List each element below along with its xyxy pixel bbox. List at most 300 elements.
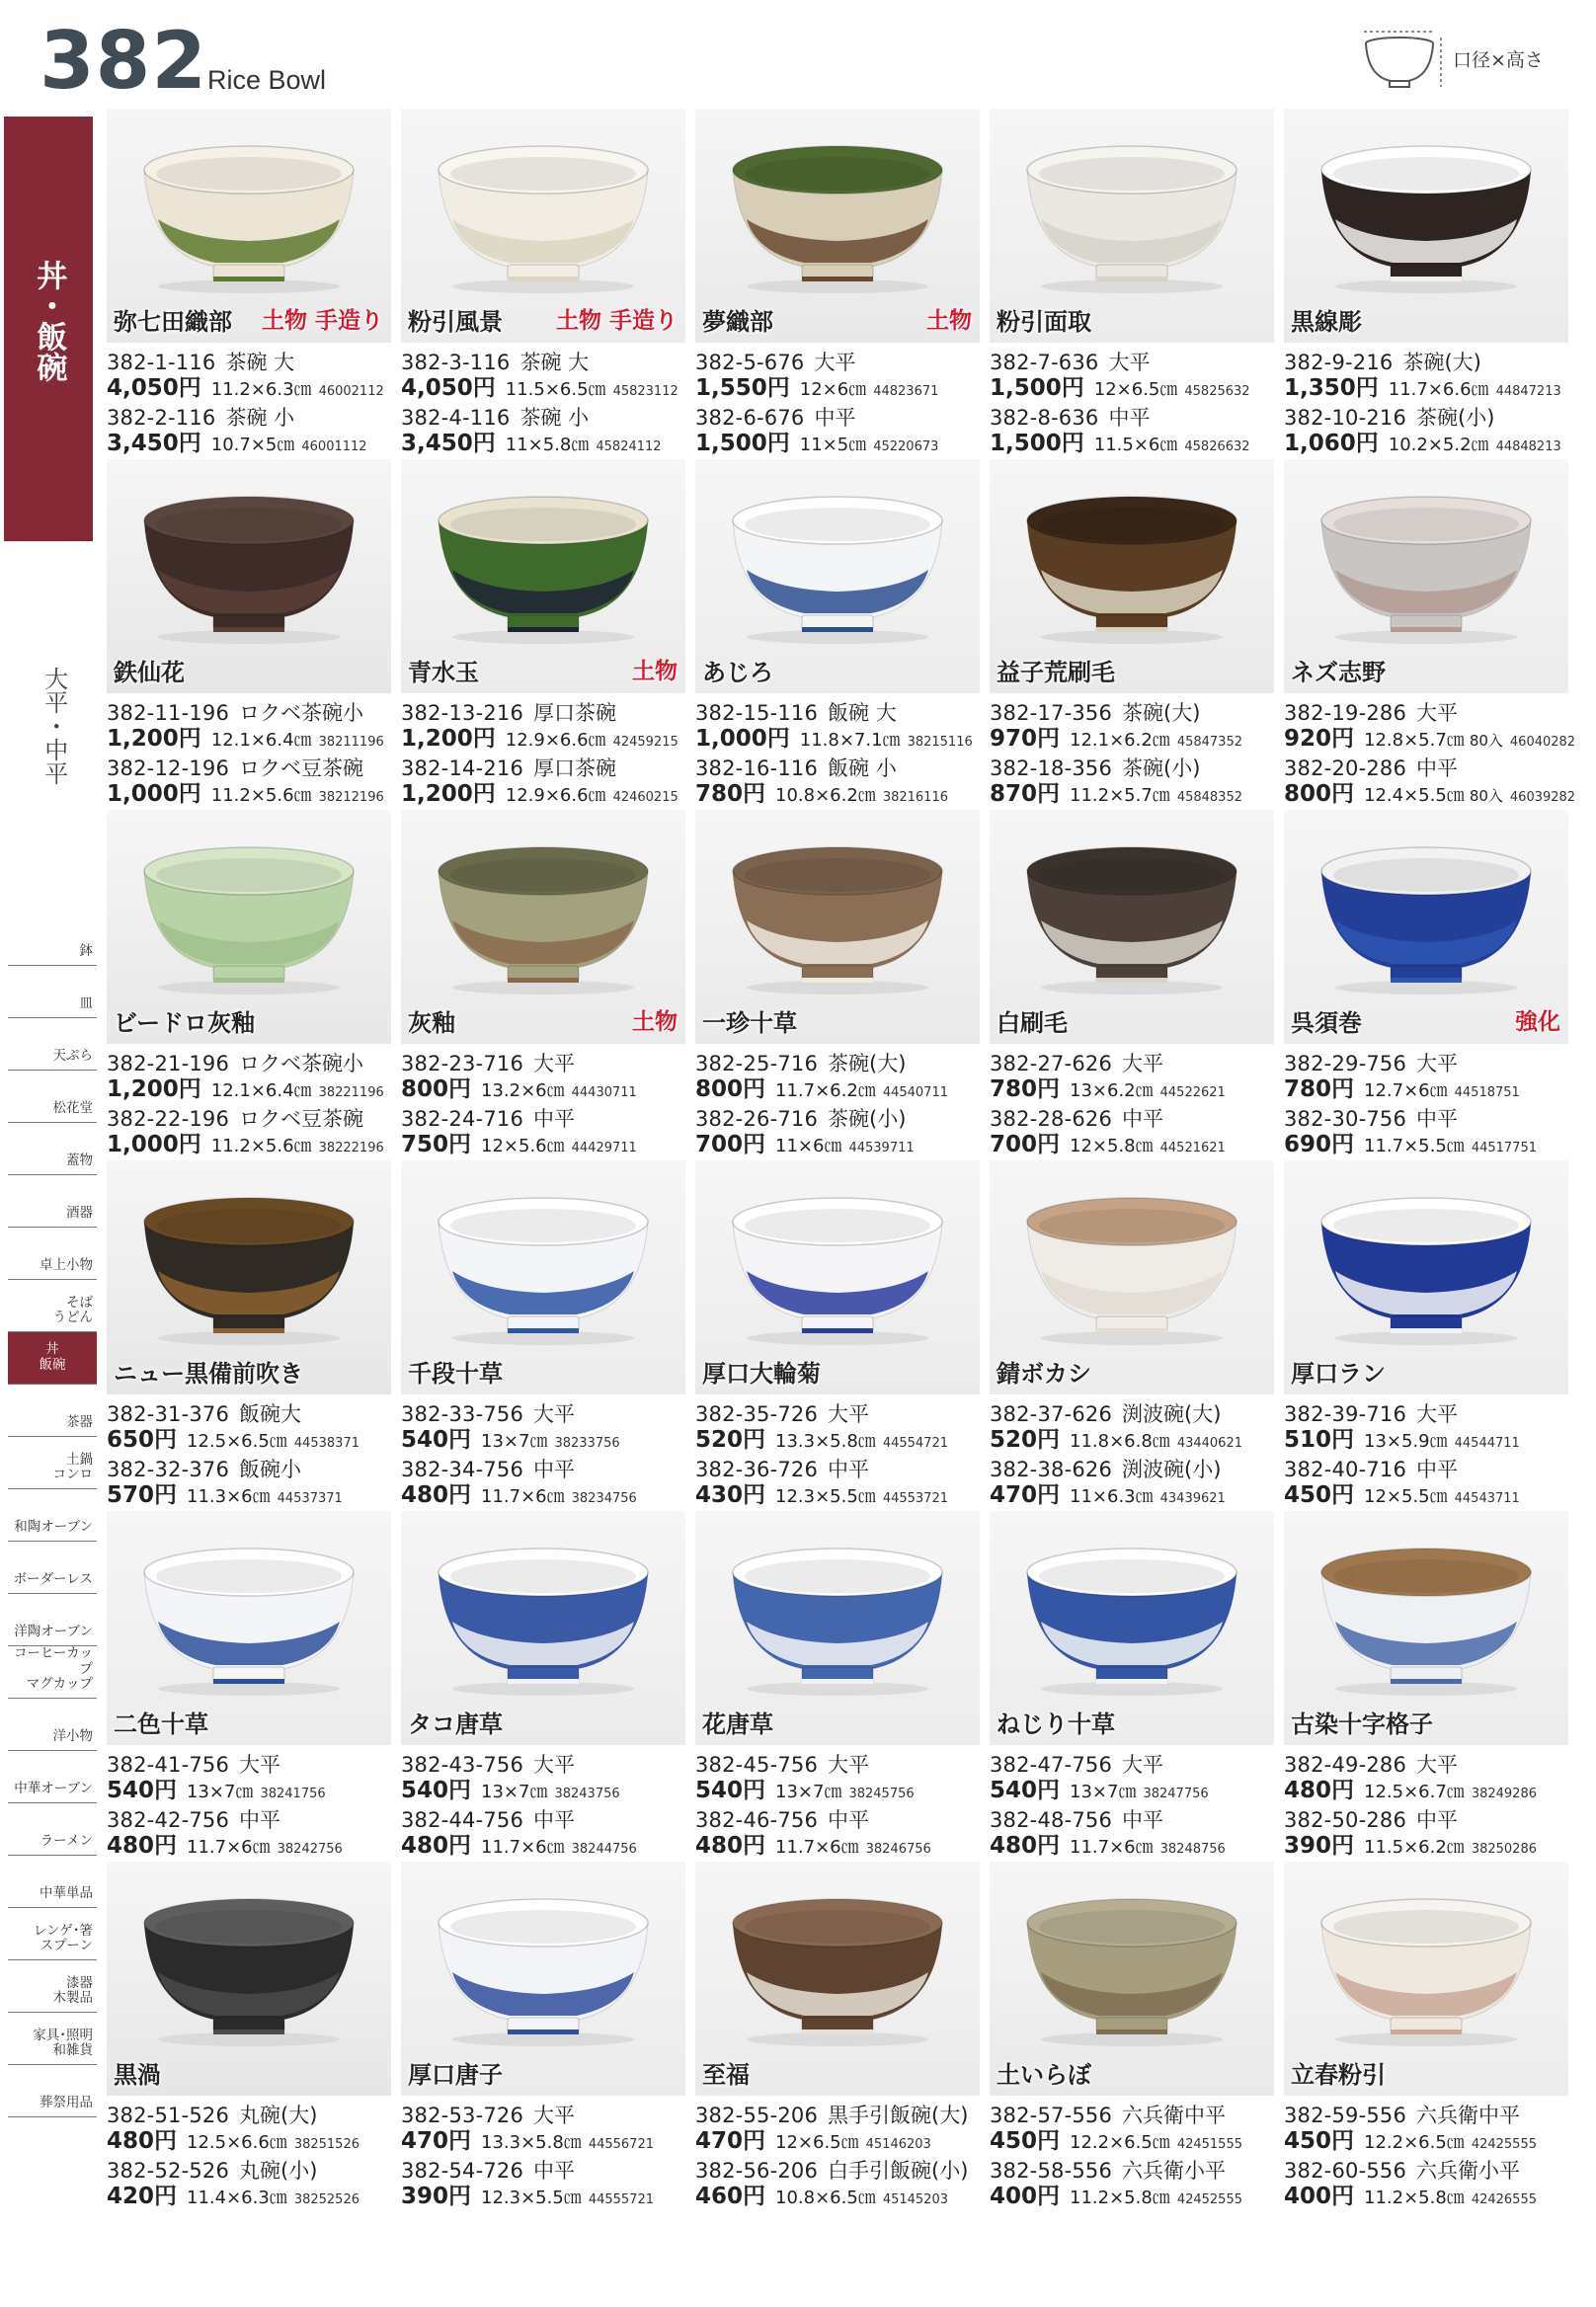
product-photo bbox=[695, 1160, 980, 1394]
rice-bowl-icon bbox=[1015, 1881, 1248, 2047]
product-dimensions: 11.7×6㎝ bbox=[187, 1837, 271, 1858]
product-desc: 飯碗 小 bbox=[828, 756, 897, 780]
product-card[interactable] bbox=[401, 109, 685, 458]
product-dimensions: 12.4×5.5㎝ bbox=[1364, 785, 1465, 806]
product-dimensions: 11.8×6.8㎝ bbox=[1070, 1431, 1170, 1452]
product-card[interactable] bbox=[1284, 109, 1568, 458]
product-photo bbox=[1284, 1160, 1568, 1394]
product-code: 382-1-116 bbox=[107, 351, 216, 374]
product-code: 382-28-626 bbox=[990, 1107, 1113, 1131]
product-price: 480円 bbox=[1284, 1778, 1355, 1803]
product-dimensions: 11.2×5.7㎝ bbox=[1070, 785, 1170, 806]
variant-code-line bbox=[401, 1807, 697, 1834]
product-price: 480円 bbox=[107, 1833, 178, 1859]
product-code: 382-25-716 bbox=[695, 1052, 819, 1075]
product-dimensions: 11.2×5.6㎝ bbox=[210, 1136, 312, 1156]
product-desc: 丸碗(小) bbox=[239, 2159, 318, 2183]
product-name: 粉引風景 bbox=[408, 308, 503, 336]
rice-bowl-icon bbox=[1015, 128, 1248, 294]
product-dimensions: 13.3×5.8㎝ bbox=[481, 2132, 582, 2153]
product-jan-code: 44543711 bbox=[1454, 1491, 1520, 1506]
variant-code-line bbox=[695, 350, 992, 376]
product-price: 1,350円 bbox=[1284, 375, 1379, 401]
product-jan-code: 38215116 bbox=[907, 735, 973, 750]
variant-code-line bbox=[107, 1457, 403, 1483]
variant-code-line bbox=[401, 405, 697, 432]
variant-code-line bbox=[1284, 405, 1580, 432]
product-desc: 飯碗 大 bbox=[828, 701, 897, 725]
product-price: 540円 bbox=[695, 1778, 766, 1803]
product-code: 382-5-676 bbox=[695, 351, 805, 374]
product-jan-code: 44544711 bbox=[1454, 1436, 1520, 1451]
side-nav-item[interactable]: 和陶オーブン bbox=[8, 1489, 97, 1542]
product-card[interactable] bbox=[1284, 1862, 1568, 2211]
side-nav-item[interactable]: 皿 bbox=[8, 966, 97, 1018]
side-nav-item[interactable]: 酒器 bbox=[8, 1175, 97, 1228]
product-code: 382-3-116 bbox=[401, 351, 511, 374]
product-jan-code: 42459215 bbox=[612, 735, 678, 750]
variant-code-line bbox=[401, 1752, 697, 1779]
variant-code-line bbox=[990, 2158, 1286, 2185]
product-photo bbox=[107, 109, 391, 343]
product-jan-code: 44847213 bbox=[1495, 384, 1561, 399]
product-photo bbox=[107, 459, 391, 693]
product-code: 382-20-286 bbox=[1284, 756, 1407, 780]
variant-price-line bbox=[1284, 1132, 1580, 1158]
product-price: 470円 bbox=[695, 2128, 766, 2154]
variant-code-line bbox=[990, 2103, 1286, 2129]
variant-code-line bbox=[990, 350, 1286, 376]
variant-code-line bbox=[990, 1051, 1286, 1077]
product-desc: 大平 bbox=[1122, 1753, 1164, 1777]
product-price: 470円 bbox=[990, 1482, 1061, 1508]
variant-code-line bbox=[401, 756, 697, 782]
product-card[interactable] bbox=[1284, 810, 1568, 1159]
side-nav-item[interactable]: ラーメン bbox=[8, 1803, 97, 1856]
product-card[interactable] bbox=[695, 1862, 980, 2211]
product-price: 4,050円 bbox=[107, 375, 201, 401]
product-price: 780円 bbox=[695, 781, 766, 807]
category-sub-label: 大平・中平 bbox=[40, 667, 68, 785]
product-card[interactable] bbox=[695, 1160, 980, 1510]
product-dimensions: 12×6.5㎝ bbox=[1093, 379, 1178, 400]
product-card[interactable] bbox=[990, 459, 1274, 809]
variant-price-line bbox=[107, 375, 403, 402]
product-price: 540円 bbox=[401, 1427, 472, 1453]
product-name: 厚口ラン bbox=[1291, 1360, 1386, 1388]
product-code: 382-40-716 bbox=[1284, 1458, 1407, 1481]
product-code: 382-37-626 bbox=[990, 1402, 1113, 1426]
product-name: 益子荒刷毛 bbox=[997, 659, 1115, 686]
product-dimensions: 11.2×5.8㎝ bbox=[1364, 2188, 1465, 2208]
product-dimensions: 11.5×6㎝ bbox=[1093, 435, 1178, 455]
product-name: 呉須巻 bbox=[1291, 1009, 1362, 1037]
product-dimensions: 12.7×6㎝ bbox=[1364, 1080, 1448, 1101]
product-desc: 黒手引飯碗(大) bbox=[828, 2104, 969, 2127]
variant-price-line bbox=[401, 375, 697, 402]
product-photo bbox=[401, 1511, 685, 1745]
variant-price-line bbox=[695, 1427, 992, 1454]
variant-price-line bbox=[107, 1778, 403, 1804]
variant-code-line bbox=[107, 1752, 403, 1779]
rice-bowl-icon bbox=[427, 1180, 660, 1346]
product-photo bbox=[990, 1160, 1274, 1394]
product-desc: 中平 bbox=[1416, 1808, 1459, 1832]
product-dimensions: 12.2×6.5㎝ bbox=[1364, 2132, 1465, 2153]
product-desc: 中平 bbox=[533, 1808, 576, 1832]
product-code: 382-56-206 bbox=[695, 2159, 819, 2183]
product-desc: 大平 bbox=[828, 1402, 870, 1426]
variant-code-line bbox=[401, 1401, 697, 1428]
product-code: 382-24-716 bbox=[401, 1107, 524, 1131]
product-desc: 中平 bbox=[1416, 1107, 1459, 1131]
product-dimensions: 11×5.8㎝ bbox=[505, 435, 590, 455]
product-dimensions: 11.2×5.6㎝ bbox=[210, 785, 312, 806]
rice-bowl-icon bbox=[132, 479, 365, 645]
product-price: 800円 bbox=[695, 1076, 766, 1102]
variant-price-line bbox=[695, 431, 992, 457]
product-card[interactable] bbox=[695, 810, 980, 1159]
variant-code-line bbox=[695, 1752, 992, 1779]
variant-code-line bbox=[1284, 1457, 1580, 1483]
product-card[interactable] bbox=[401, 1511, 685, 1861]
rice-bowl-icon bbox=[1015, 1531, 1248, 1697]
product-price: 450円 bbox=[1284, 2128, 1355, 2154]
variant-code-line bbox=[401, 2158, 697, 2185]
variant-code-line bbox=[1284, 1051, 1580, 1077]
product-card[interactable] bbox=[107, 109, 391, 458]
product-code: 382-18-356 bbox=[990, 756, 1113, 780]
product-card[interactable] bbox=[107, 810, 391, 1159]
variant-price-line bbox=[401, 726, 697, 753]
product-code: 382-7-636 bbox=[990, 351, 1099, 374]
rice-bowl-icon bbox=[1310, 1881, 1543, 2047]
product-card[interactable] bbox=[107, 459, 391, 809]
variant-price-line bbox=[990, 1427, 1286, 1454]
product-desc: ロクベ豆茶碗 bbox=[239, 756, 364, 780]
rice-bowl-icon bbox=[427, 479, 660, 645]
product-dimensions: 12.9×6.6㎝ bbox=[505, 730, 606, 751]
variant-price-line bbox=[107, 2128, 403, 2155]
product-jan-code: 44553721 bbox=[882, 1491, 948, 1506]
product-dimensions: 11.7×6.2㎝ bbox=[775, 1080, 876, 1101]
rice-bowl-icon bbox=[1310, 128, 1543, 294]
variant-code-line bbox=[401, 1106, 697, 1133]
product-price: 780円 bbox=[990, 1076, 1061, 1102]
product-jan-code: 46002112 bbox=[318, 384, 384, 399]
product-tag: 土物 bbox=[632, 1009, 678, 1035]
product-jan-code: 45825632 bbox=[1184, 384, 1250, 399]
product-desc: 大平 bbox=[1122, 1052, 1164, 1075]
product-price: 3,450円 bbox=[401, 431, 496, 456]
product-price: 1,000円 bbox=[107, 781, 201, 807]
product-code: 382-46-756 bbox=[695, 1808, 819, 1832]
product-jan-code: 44430711 bbox=[571, 1085, 637, 1100]
product-desc: 大平 bbox=[533, 1402, 576, 1426]
product-price: 1,500円 bbox=[695, 431, 790, 456]
product-dimensions: 12.5×6.7㎝ bbox=[1364, 1782, 1465, 1802]
variant-code-line bbox=[990, 405, 1286, 432]
product-code: 382-29-756 bbox=[1284, 1052, 1407, 1075]
variant-code-line bbox=[401, 1457, 697, 1483]
product-quantity: 80入 bbox=[1469, 732, 1503, 750]
product-code: 382-13-216 bbox=[401, 701, 524, 725]
product-desc: 中平 bbox=[814, 406, 856, 430]
product-card[interactable] bbox=[695, 459, 980, 809]
product-name: 黒渦 bbox=[114, 2061, 161, 2089]
variant-code-line bbox=[990, 1457, 1286, 1483]
product-dimensions: 11×6㎝ bbox=[775, 1136, 842, 1156]
variant-price-line bbox=[401, 1076, 697, 1103]
product-card[interactable] bbox=[107, 1160, 391, 1510]
side-nav-item[interactable]: 漆器 木製品 bbox=[8, 1960, 97, 2013]
product-code: 382-57-556 bbox=[990, 2104, 1113, 2127]
variant-code-line bbox=[990, 1807, 1286, 1834]
product-photo bbox=[107, 1862, 391, 2096]
side-nav-item[interactable]: 洋小物 bbox=[8, 1699, 97, 1751]
side-nav-item[interactable]: 蓋物 bbox=[8, 1123, 97, 1175]
product-desc: 中平 bbox=[1122, 1107, 1164, 1131]
product-price: 870円 bbox=[990, 781, 1061, 807]
product-code: 382-54-726 bbox=[401, 2159, 524, 2183]
product-name: 錆ボカシ bbox=[997, 1360, 1091, 1388]
product-jan-code: 38222196 bbox=[318, 1141, 384, 1155]
product-jan-code: 45145203 bbox=[882, 2192, 948, 2207]
product-jan-code: 45823112 bbox=[612, 384, 678, 399]
variant-code-line bbox=[107, 700, 403, 727]
product-card[interactable] bbox=[1284, 1160, 1568, 1510]
product-photo bbox=[695, 1862, 980, 2096]
product-desc: 中平 bbox=[1122, 1808, 1164, 1832]
side-nav-item[interactable]: 葬祭用品 bbox=[8, 2065, 97, 2117]
product-dimensions: 12×6.5㎝ bbox=[775, 2132, 859, 2153]
variant-price-line bbox=[695, 1833, 992, 1860]
product-dimensions: 12.1×6.2㎝ bbox=[1070, 730, 1170, 751]
product-dimensions: 11.7×6㎝ bbox=[481, 1486, 565, 1507]
legend-text: 口径×高さ bbox=[1453, 49, 1544, 71]
product-jan-code: 38233756 bbox=[554, 1436, 620, 1451]
product-card[interactable] bbox=[990, 810, 1274, 1159]
side-nav-item[interactable]: 中華オーブン bbox=[8, 1751, 97, 1803]
variant-price-line bbox=[401, 781, 697, 808]
side-nav-item[interactable]: レンゲ･箸 スプーン bbox=[8, 1908, 97, 1960]
side-nav-item[interactable]: 洋陶オーブン bbox=[8, 1594, 97, 1646]
variant-code-line bbox=[1284, 350, 1580, 376]
product-jan-code: 38249286 bbox=[1471, 1787, 1537, 1801]
variant-code-line bbox=[695, 2103, 992, 2129]
product-code: 382-58-556 bbox=[990, 2159, 1113, 2183]
product-price: 750円 bbox=[401, 1132, 472, 1157]
product-code: 382-31-376 bbox=[107, 1402, 230, 1426]
product-jan-code: 43439621 bbox=[1159, 1491, 1226, 1506]
product-dimensions: 13.3×5.8㎝ bbox=[775, 1431, 876, 1452]
product-code: 382-26-716 bbox=[695, 1107, 819, 1131]
product-card[interactable] bbox=[107, 1511, 391, 1861]
product-card[interactable] bbox=[401, 810, 685, 1159]
product-card[interactable] bbox=[695, 109, 980, 458]
product-photo bbox=[401, 459, 685, 693]
product-photo bbox=[107, 810, 391, 1044]
product-desc: 茶碗 小 bbox=[519, 406, 590, 430]
product-price: 480円 bbox=[401, 1482, 472, 1508]
product-name: 灰釉 bbox=[408, 1009, 455, 1037]
variant-price-line bbox=[401, 2128, 697, 2155]
product-card[interactable] bbox=[695, 1511, 980, 1861]
rice-bowl-icon bbox=[1015, 479, 1248, 645]
page-title: Rice Bowl bbox=[207, 65, 327, 95]
product-desc: 茶碗(大) bbox=[1402, 351, 1481, 374]
product-card[interactable] bbox=[1284, 1511, 1568, 1861]
product-desc: 大平 bbox=[814, 351, 856, 374]
product-jan-code: 38243756 bbox=[554, 1787, 620, 1801]
product-dimensions: 13×6.2㎝ bbox=[1070, 1080, 1154, 1101]
product-desc: 大平 bbox=[239, 1753, 281, 1777]
product-price: 540円 bbox=[990, 1778, 1061, 1803]
side-nav-item[interactable]: ボーダーレス bbox=[8, 1542, 97, 1594]
product-code: 382-36-726 bbox=[695, 1458, 819, 1481]
product-jan-code: 44555721 bbox=[588, 2192, 654, 2207]
variant-price-line bbox=[1284, 781, 1580, 808]
product-desc: 大平 bbox=[1416, 701, 1459, 725]
product-dimensions: 12.5×6.5㎝ bbox=[187, 1431, 287, 1452]
variant-price-line bbox=[990, 1833, 1286, 1860]
variant-price-line bbox=[695, 781, 992, 808]
product-price: 1,200円 bbox=[401, 726, 496, 752]
product-price: 1,500円 bbox=[990, 375, 1084, 401]
product-photo bbox=[990, 459, 1274, 693]
variant-code-line bbox=[990, 1752, 1286, 1779]
product-card[interactable] bbox=[1284, 459, 1576, 809]
product-desc: 飯碗小 bbox=[239, 1458, 302, 1481]
product-jan-code: 38241756 bbox=[260, 1787, 326, 1801]
side-nav-item[interactable]: 卓上小物 bbox=[8, 1228, 97, 1280]
product-jan-code: 42460215 bbox=[612, 790, 678, 805]
product-code: 382-10-216 bbox=[1284, 406, 1407, 430]
side-nav-item[interactable]: 鉢 bbox=[8, 914, 97, 966]
product-jan-code: 45826632 bbox=[1184, 439, 1250, 454]
rice-bowl-icon bbox=[1310, 479, 1543, 645]
product-tag: 土物 bbox=[926, 308, 972, 334]
product-desc: 丸碗(大) bbox=[239, 2104, 318, 2127]
product-photo bbox=[695, 1511, 980, 1745]
side-nav-item[interactable]: 松花堂 bbox=[8, 1071, 97, 1123]
category-tab[interactable] bbox=[4, 117, 93, 541]
product-price: 1,200円 bbox=[107, 1076, 201, 1102]
product-code: 382-60-556 bbox=[1284, 2159, 1407, 2183]
product-desc: 中平 bbox=[239, 1808, 281, 1832]
side-nav-item[interactable]: そば うどん bbox=[8, 1280, 97, 1332]
product-name: 花唐草 bbox=[702, 1710, 773, 1738]
product-dimensions: 12×6㎝ bbox=[799, 379, 867, 400]
product-jan-code: 45848352 bbox=[1176, 790, 1242, 805]
product-code: 382-53-726 bbox=[401, 2104, 524, 2127]
product-jan-code: 38221196 bbox=[318, 1085, 384, 1100]
product-card[interactable] bbox=[401, 1862, 685, 2211]
product-dimensions: 13×7㎝ bbox=[1070, 1782, 1137, 1802]
side-nav-item[interactable]: 家具･照明 和雑貨 bbox=[8, 2013, 97, 2065]
variant-code-line bbox=[695, 1457, 992, 1483]
product-desc: 渕波碗(大) bbox=[1122, 1402, 1222, 1426]
product-tag: 土物 手造り bbox=[261, 308, 383, 334]
product-photo bbox=[1284, 810, 1568, 1044]
product-card[interactable] bbox=[990, 1511, 1274, 1861]
variant-price-line bbox=[1284, 1427, 1580, 1454]
side-nav-item[interactable]: 天ぷら bbox=[8, 1018, 97, 1071]
product-card[interactable] bbox=[990, 109, 1274, 458]
product-card[interactable] bbox=[107, 1862, 391, 2211]
side-nav-item[interactable]: 中華単品 bbox=[8, 1856, 97, 1908]
product-photo bbox=[1284, 1511, 1568, 1745]
product-card[interactable] bbox=[401, 459, 685, 809]
product-price: 540円 bbox=[107, 1778, 178, 1803]
product-desc: 白手引飯碗(小) bbox=[828, 2159, 969, 2183]
product-dimensions: 10.8×6.5㎝ bbox=[775, 2188, 876, 2208]
product-price: 1,000円 bbox=[107, 1132, 201, 1157]
variant-code-line bbox=[1284, 700, 1580, 727]
side-nav-item[interactable]: コーヒーカップ マグカップ bbox=[8, 1646, 97, 1699]
product-price: 970円 bbox=[990, 726, 1061, 752]
product-name: 鉄仙花 bbox=[114, 659, 185, 686]
variant-code-line bbox=[107, 1106, 403, 1133]
product-jan-code: 43440621 bbox=[1176, 1436, 1242, 1451]
product-card[interactable] bbox=[990, 1862, 1274, 2211]
product-jan-code: 38244756 bbox=[571, 1842, 637, 1857]
product-desc: 中平 bbox=[1416, 1458, 1459, 1481]
product-code: 382-32-376 bbox=[107, 1458, 230, 1481]
product-price: 510円 bbox=[1284, 1427, 1355, 1453]
product-code: 382-59-556 bbox=[1284, 2104, 1407, 2127]
rice-bowl-icon bbox=[132, 1180, 365, 1346]
product-price: 700円 bbox=[695, 1132, 766, 1157]
product-dimensions: 12.3×5.5㎝ bbox=[775, 1486, 876, 1507]
product-jan-code: 44517751 bbox=[1471, 1141, 1537, 1155]
product-photo bbox=[1284, 459, 1568, 693]
variant-price-line bbox=[1284, 2128, 1580, 2155]
variant-price-line bbox=[107, 1427, 403, 1454]
variant-price-line bbox=[1284, 431, 1580, 457]
side-nav-item[interactable]: 茶器 bbox=[8, 1385, 97, 1437]
product-card[interactable] bbox=[990, 1160, 1274, 1510]
product-name: あじろ bbox=[702, 659, 773, 686]
product-desc: 大平 bbox=[1416, 1753, 1459, 1777]
product-desc: 大平 bbox=[828, 1753, 870, 1777]
product-dimensions: 12×5.8㎝ bbox=[1070, 1136, 1154, 1156]
variant-price-line bbox=[990, 1076, 1286, 1103]
product-code: 382-44-756 bbox=[401, 1808, 524, 1832]
product-dimensions: 11×6.3㎝ bbox=[1070, 1486, 1154, 1507]
product-code: 382-8-636 bbox=[990, 406, 1099, 430]
product-code: 382-41-756 bbox=[107, 1753, 230, 1777]
product-price: 920円 bbox=[1284, 726, 1355, 752]
variant-code-line bbox=[695, 700, 992, 727]
product-photo bbox=[107, 1511, 391, 1745]
product-dimensions: 11.7×6㎝ bbox=[481, 1837, 565, 1858]
variant-code-line bbox=[1284, 2158, 1580, 2185]
product-card[interactable] bbox=[401, 1160, 685, 1510]
product-code: 382-51-526 bbox=[107, 2104, 230, 2127]
product-price: 480円 bbox=[107, 2128, 178, 2154]
product-price: 390円 bbox=[1284, 1833, 1355, 1859]
variant-price-line bbox=[695, 375, 992, 402]
side-nav-item[interactable]: 土鍋 コンロ bbox=[8, 1437, 97, 1489]
side-nav-item[interactable]: 丼 飯碗 bbox=[8, 1332, 97, 1385]
rice-bowl-icon bbox=[721, 479, 954, 645]
product-name: ビードロ灰釉 bbox=[114, 1009, 256, 1037]
product-jan-code: 46001112 bbox=[301, 439, 367, 454]
variant-price-line bbox=[990, 2128, 1286, 2155]
product-price: 480円 bbox=[695, 1833, 766, 1859]
rice-bowl-icon bbox=[1310, 1180, 1543, 1346]
